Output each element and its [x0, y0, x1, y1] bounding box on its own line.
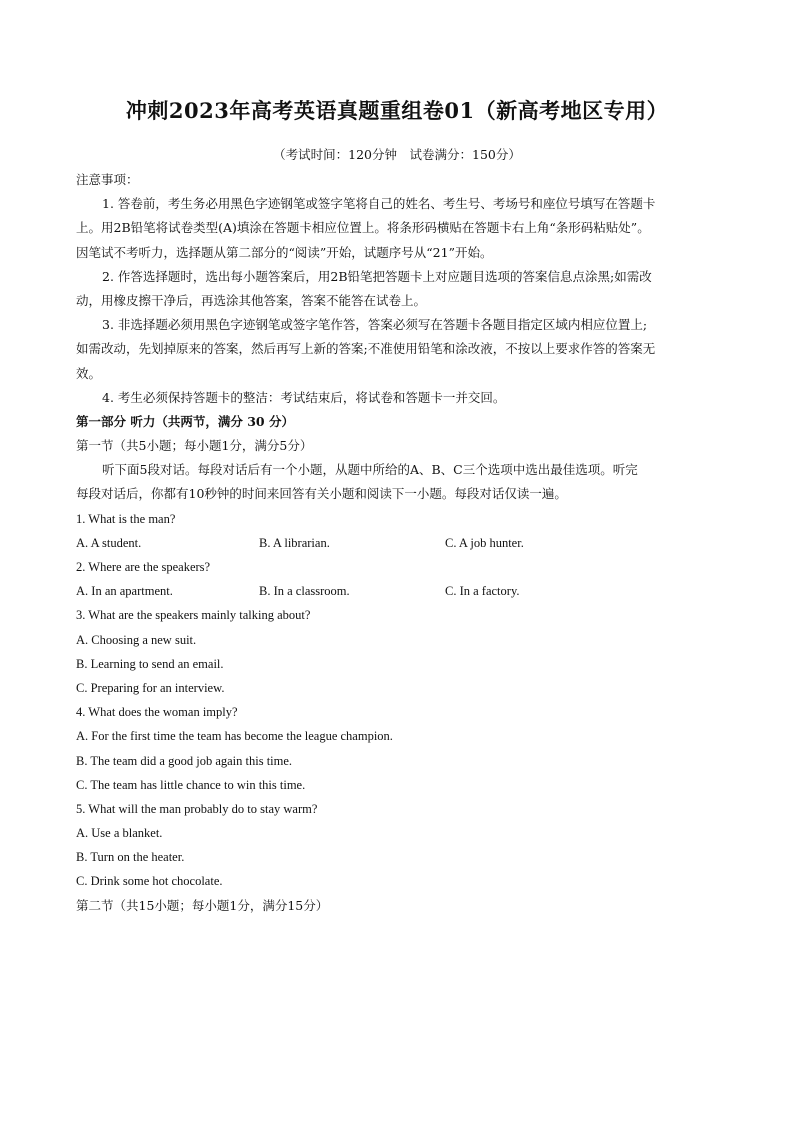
part1-heading: 第一部分 听力（共两节，满分 30 分） [76, 413, 294, 429]
option-c: C. The team has little chance to win this time. [76, 777, 306, 792]
option-c: C. In a factory. [445, 584, 520, 599]
options-row [76, 531, 726, 555]
notice-line: 因笔试不考听力，选择题从第二部分的“阅读”开始，试题序号从“21”开始。 [76, 244, 493, 260]
notice-line: 4. 考生必须保持答题卡的整洁：考试结束后，将试卷和答题卡一并交回。 [102, 389, 506, 405]
notice-line: 1. 答卷前，考生务必用黑色字迹钢笔或签字笔将自己的姓名、考生号、考场号和座位号填写在答题卡 [102, 196, 656, 212]
option-b: B. Learning to send an email. [76, 656, 224, 671]
option-a: A. A student. [76, 535, 142, 550]
listening-instructions: 每段对话后，你都有10秒钟的时间来回答有关小题和阅读下一小题。每段对话仅读一遍。 [76, 486, 567, 502]
option-a: A. Choosing a new suit. [76, 632, 197, 647]
exam-body [76, 168, 726, 918]
option-b: B. The team did a good job again this time. [76, 753, 293, 768]
option-c: C. A job hunter. [445, 535, 524, 550]
exam-info: （考试时间：120分钟 试卷满分：150分） [273, 147, 521, 162]
page-title: 冲刺2023年高考英语真题重组卷01（新高考地区专用） [125, 98, 669, 123]
option-c: C. Drink some hot chocolate. [76, 874, 223, 889]
notice-heading: 注意事项： [76, 172, 139, 187]
notice-line: 2. 作答选择题时，选出每小题答案后，用2B铅笔把答题卡上对应题目选项的答案信息点涂黑;如需改 [102, 268, 652, 284]
option-a: A. Use a blanket. [76, 826, 163, 841]
notice-line: 动，用橡皮擦干净后，再选涂其他答案，答案不能答在试卷上。 [76, 292, 427, 308]
notice-line: 上。用2B铅笔将试卷类型(A)填涂在答题卡相应位置上。将条形码横贴在答题卡右上角“条形码粘贴处”。 [76, 220, 650, 236]
section1-heading: 第一节（共5小题；每小题1分，满分5分） [76, 438, 313, 454]
notice-line: 效。 [76, 365, 102, 381]
notice-line: 如需改动，先划掉原来的答案，然后再写上新的答案;不准使用铅笔和涂改液，不按以上要求作答的答案无 [76, 341, 656, 357]
option-c: C. Preparing for an interview. [76, 680, 225, 695]
listening-instructions: 听下面5段对话。每段对话后有一个小题，从题中所给的A、B、C三个选项中选出最佳选项。听完 [102, 462, 638, 478]
option-a: A. In an apartment. [76, 584, 173, 599]
option-b: B. In a classroom. [259, 584, 350, 599]
section2-heading: 第二节（共15小题；每小题1分，满分15分） [76, 897, 329, 913]
question-5: 5. What will the man probably do to stay warm? [76, 801, 318, 816]
option-b: B. Turn on the heater. [76, 850, 185, 865]
option-b: B. A librarian. [259, 535, 330, 550]
option-a: A. For the first time the team has become the league champion. [76, 729, 393, 744]
notice-line: 3. 非选择题必须用黑色字迹钢笔或签字笔作答，答案必须写在答题卡各题目指定区域内相应位置上; [102, 317, 648, 333]
options-row [76, 579, 726, 603]
question-4: 4. What does the woman imply? [76, 705, 238, 720]
question-1: 1. What is the man? [76, 511, 176, 526]
question-2: 2. Where are the speakers? [76, 560, 211, 574]
question-3: 3. What are the speakers mainly talking about? [76, 608, 311, 623]
